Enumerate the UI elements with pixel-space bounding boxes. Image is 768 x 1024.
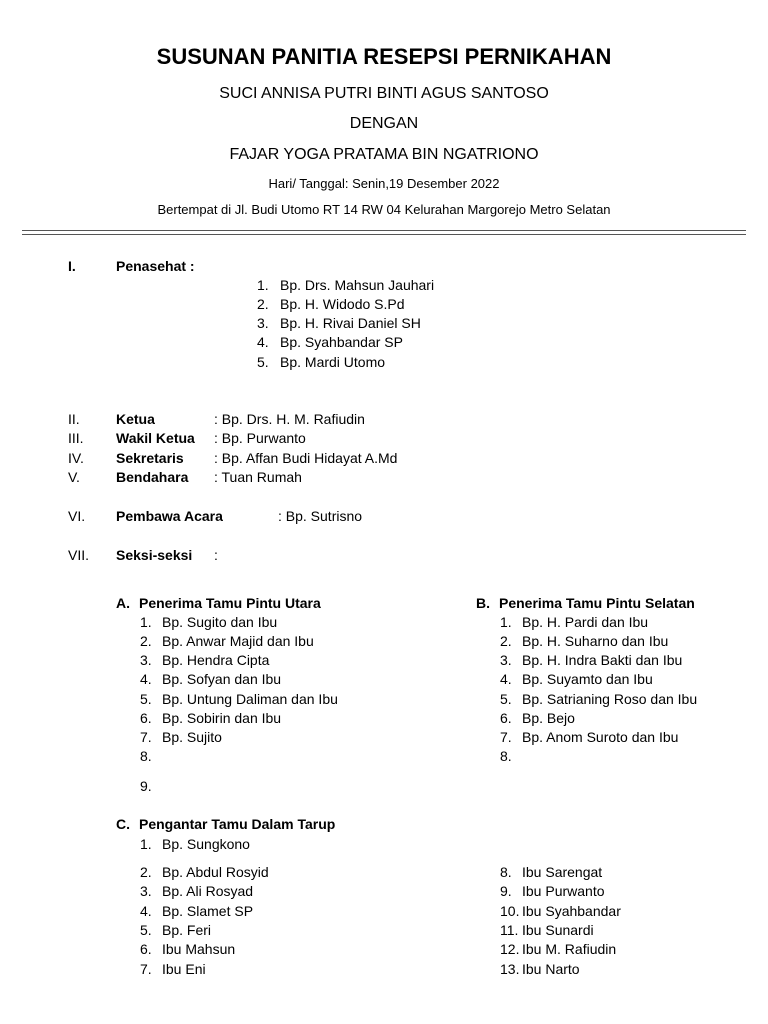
list-item — [500, 729, 678, 746]
section-numeral: VII. — [68, 547, 90, 563]
list-item-number: 3. — [257, 315, 269, 331]
section-b-title: Penerima Tamu Pintu Selatan — [499, 595, 695, 611]
pembawa-acara-value: : Bp. Sutrisno — [278, 508, 363, 524]
section-a-title: Penerima Tamu Pintu Utara — [139, 595, 321, 611]
list-item-number: 4. — [140, 903, 152, 919]
list-item — [500, 633, 668, 650]
list-item-number: 1. — [140, 614, 152, 630]
connector-text: DENGAN — [349, 115, 419, 132]
list-item-number: 3. — [140, 883, 152, 899]
list-item-name: Bp. H. Pardi dan Ibu — [522, 614, 649, 630]
officer-role: Bendahara — [116, 469, 189, 485]
list-item — [257, 354, 385, 371]
officer-role: Ketua — [116, 411, 155, 427]
list-item-name: Bp. Suyamto dan Ibu — [522, 671, 653, 687]
list-item-number: 5. — [257, 354, 269, 370]
section-numeral: V. — [68, 469, 80, 485]
list-item — [140, 864, 269, 881]
section-c-letter: C. — [116, 816, 130, 832]
list-item — [500, 614, 648, 631]
header-divider-bottom — [22, 234, 746, 235]
list-item-name: Bp. Mardi Utomo — [280, 354, 386, 370]
list-item-number: 5. — [140, 691, 152, 707]
list-item-number: 3. — [140, 652, 152, 668]
section-c-title: Pengantar Tamu Dalam Tarup — [139, 816, 336, 832]
list-item-number: 1. — [257, 277, 269, 293]
officer-name: : Bp. Drs. H. M. Rafiudin — [214, 411, 365, 427]
section-b-letter: B. — [476, 595, 490, 611]
list-item-number: 1. — [140, 836, 152, 852]
document-title: SUSUNAN PANITIA RESEPSI PERNIKAHAN — [156, 44, 612, 69]
list-item — [257, 296, 405, 313]
officer-role: Sekretaris — [116, 450, 184, 466]
list-item-name: Bp. H. Rivai Daniel SH — [280, 315, 421, 331]
list-item-number: 13. — [500, 961, 520, 977]
list-item-name: Bp. Anom Suroto dan Ibu — [522, 729, 679, 745]
groom-name: FAJAR YOGA PRATAMA BIN NGATRIONO — [229, 146, 539, 163]
list-item — [140, 778, 162, 795]
list-item-name: Bp. Satrianing Roso dan Ibu — [522, 691, 698, 707]
list-item-number: 7. — [140, 961, 152, 977]
header-divider-top — [22, 230, 746, 231]
list-item-name: Ibu Eni — [162, 961, 206, 977]
list-item — [257, 277, 434, 294]
list-item-name: Bp. Sofyan dan Ibu — [162, 671, 282, 687]
list-item-number: 8. — [500, 748, 512, 764]
list-item-name: Ibu Mahsun — [162, 941, 236, 957]
list-item-number: 4. — [500, 671, 512, 687]
section-numeral: IV. — [68, 450, 84, 466]
list-item — [257, 334, 403, 351]
list-item-number: 3. — [500, 652, 512, 668]
list-item-number: 4. — [257, 334, 269, 350]
list-item — [140, 922, 211, 939]
list-item — [257, 315, 421, 332]
list-item — [500, 903, 621, 920]
section-numeral: VI. — [68, 508, 86, 524]
list-item — [140, 671, 281, 688]
list-item — [140, 903, 253, 920]
list-item-name: Ibu Sarengat — [522, 864, 603, 880]
list-item-name: Bp. Sugito dan Ibu — [162, 614, 278, 630]
seksi-label: Seksi-seksi — [116, 547, 193, 563]
list-item-number: 2. — [140, 633, 152, 649]
list-item-number: 2. — [140, 864, 152, 880]
list-item — [500, 941, 616, 958]
list-item-name: Bp. Anwar Majid dan Ibu — [162, 633, 314, 649]
list-item-number: 1. — [500, 614, 512, 630]
list-item-number: 11. — [500, 922, 519, 938]
officer-name: : Tuan Rumah — [214, 469, 302, 485]
list-item — [500, 652, 682, 669]
list-item-number: 6. — [140, 941, 152, 957]
list-item-name: Bp. Sobirin dan Ibu — [162, 710, 282, 726]
pembawa-acara-label: Pembawa Acara — [116, 508, 223, 524]
list-item-name: Bp. Ali Rosyad — [162, 883, 254, 899]
list-item — [140, 883, 253, 900]
list-item — [140, 633, 314, 650]
list-item — [140, 941, 235, 958]
list-item-name: Ibu Sunardi — [522, 922, 594, 938]
list-item-name: Bp. Untung Daliman dan Ibu — [162, 691, 338, 707]
bride-name: SUCI ANNISA PUTRI BINTI AGUS SANTOSO — [219, 85, 549, 102]
list-item-name: Bp. H. Widodo S.Pd — [280, 296, 405, 312]
list-item — [140, 729, 222, 746]
list-item — [500, 922, 594, 939]
list-item — [140, 748, 162, 765]
list-item — [500, 691, 697, 708]
list-item-name: Bp. H. Indra Bakti dan Ibu — [522, 652, 683, 668]
section-numeral: II. — [68, 411, 80, 427]
list-item — [500, 671, 653, 688]
list-item-number: 6. — [500, 710, 512, 726]
list-item-number: 7. — [140, 729, 152, 745]
list-item-name: Bp. Slamet SP — [162, 903, 254, 919]
list-item-number: 4. — [140, 671, 152, 687]
list-item-name: Ibu Purwanto — [522, 883, 605, 899]
list-item — [140, 652, 269, 669]
list-item-name: Bp. Sungkono — [162, 836, 250, 852]
list-item-number: 10. — [500, 903, 520, 919]
section-a-letter: A. — [116, 595, 130, 611]
list-item-name: Bp. Sujito — [162, 729, 222, 745]
penasehat-label: Penasehat : — [116, 258, 195, 274]
event-date: Hari/ Tanggal: Senin,19 Desember 2022 — [268, 176, 500, 191]
list-item-name: Bp. H. Suharno dan Ibu — [522, 633, 669, 649]
list-item — [140, 691, 338, 708]
list-item-number: 12. — [500, 941, 520, 957]
list-item — [140, 836, 250, 853]
seksi-colon: : — [214, 547, 218, 563]
list-item — [140, 961, 206, 978]
list-item — [500, 864, 602, 881]
list-item — [500, 961, 580, 978]
list-item-name: Ibu Syahbandar — [522, 903, 621, 919]
section-numeral: I. — [68, 258, 76, 274]
list-item-number: 9. — [140, 778, 152, 794]
officer-role: Wakil Ketua — [116, 430, 195, 446]
list-item-name: Ibu M. Rafiudin — [522, 941, 617, 957]
list-item — [500, 883, 605, 900]
list-item-number: 5. — [140, 922, 152, 938]
list-item-number: 2. — [500, 633, 512, 649]
list-item-number: 6. — [140, 710, 152, 726]
list-item-number: 8. — [500, 864, 512, 880]
list-item-name: Bp. Abdul Rosyid — [162, 864, 269, 880]
list-item — [140, 614, 277, 631]
list-item-name: Bp. Bejo — [522, 710, 575, 726]
section-numeral: III. — [68, 430, 84, 446]
list-item-name: Bp. Hendra Cipta — [162, 652, 270, 668]
list-item — [500, 710, 575, 727]
list-item-number: 5. — [500, 691, 512, 707]
list-item-number: 7. — [500, 729, 512, 745]
list-item — [140, 710, 281, 727]
list-item — [500, 748, 522, 765]
list-item-name: Bp. Syahbandar SP — [280, 334, 403, 350]
officer-name: : Bp. Affan Budi Hidayat A.Md — [214, 450, 398, 466]
list-item-number: 8. — [140, 748, 152, 764]
list-item-name: Bp. Drs. Mahsun Jauhari — [280, 277, 435, 293]
list-item-number: 9. — [500, 883, 512, 899]
list-item-name: Ibu Narto — [522, 961, 580, 977]
officer-name: : Bp. Purwanto — [214, 430, 306, 446]
list-item-number: 2. — [257, 296, 269, 312]
list-item-name: Bp. Feri — [162, 922, 212, 938]
event-venue: Bertempat di Jl. Budi Utomo RT 14 RW 04 Kelurahan Margorejo Metro Selatan — [157, 202, 611, 217]
